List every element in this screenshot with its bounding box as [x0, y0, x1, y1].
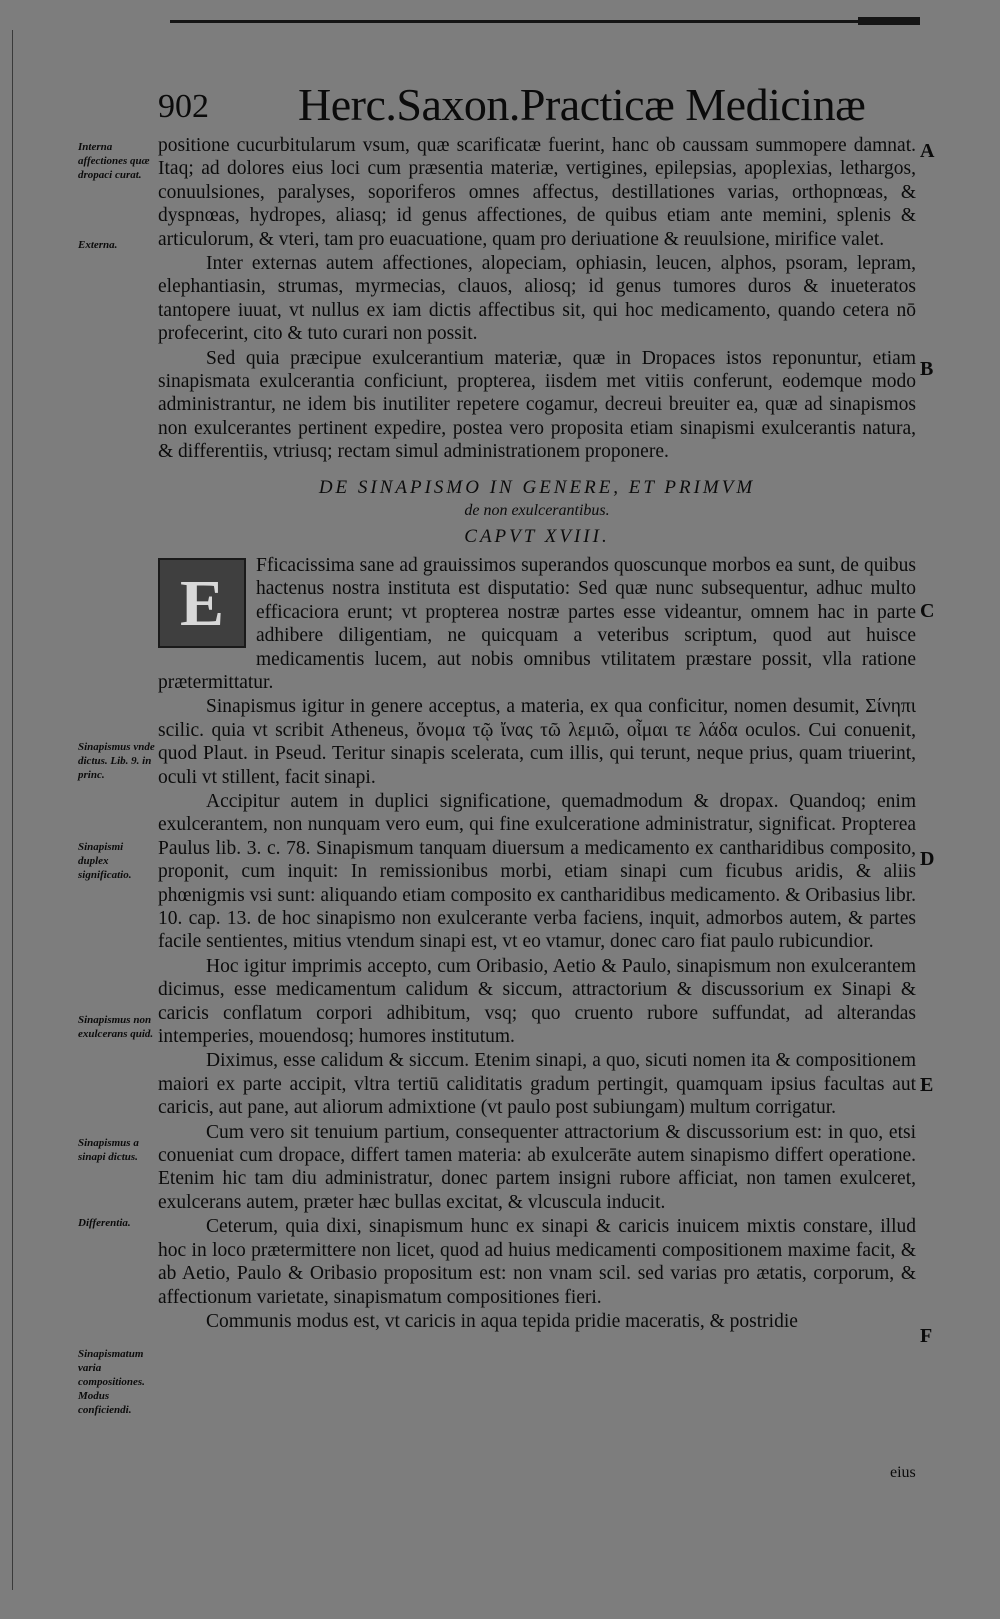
- section-letter-b: B: [920, 358, 934, 380]
- top-rule-ornament: [858, 17, 920, 25]
- running-head: Herc.Saxon.Practicæ Medicinæ: [298, 79, 866, 130]
- margin-note-differentia: Differentia.: [78, 1217, 131, 1229]
- page-number: 902: [158, 88, 209, 125]
- decorated-initial-letter: E: [179, 566, 225, 640]
- paragraph-11: Communis modus est, vt caricis in aqua tepida pridie maceratis, & postridie: [206, 1310, 798, 1332]
- paragraph-4: Fficacissima sane ad grauissimos superandos quoscunque morbos ea sunt, de quibus hactenus nostra instituta est disputatio: Sed quæ nunc subsequentur, adhuc multo efficaciora erunt; vt propterea nostræ partes esse videantur, omnem hac in parte adhibere diligentiam, ne quicquam a veteribus scriptum, quod aut huisce medicamentis lucem, aut nobis omnibus vtilitatem præstare possit, vlla ratione prætermittatur.: [158, 554, 916, 693]
- paragraph-1: positione cucurbitularum vsum, quæ scarificatæ fuerint, hanc ob caussam summopere damnat. Itaq; ad dolores eius loci cum præsentia materiæ, vertigines, epilepsias, apoplexias, lethargos, conuulsiones, paralyses, soporiferos omnes affectus, destillationes varias, orthopnœas, & dyspnœas, hydropes, aliasq; id genus affectiones, de quibus etiam ante memini, splenis & articulorum, & vteri, tam pro euacuatione, quam pro deriuatione & reuulsione, mirifice valet.: [158, 135, 916, 250]
- top-rule: [170, 20, 920, 23]
- paragraph-10: Ceterum, quia dixi, sinapismum hunc ex sinapi & caricis inuicem mixtis constare, illud hoc in loco prætermittere non licet, quod ad huius medicamenti compositionem maxime facit, & ab Aetio, Paulo & Oribasio propositum est: non vnam scil. sed varias pro ætatis, corporum, & affectionum varietate, sinapismatum compositiones fieri.: [158, 1216, 916, 1308]
- chapter-heading: CAPVT XVIII.: [464, 525, 610, 547]
- margin-note-sinapismus-vnde: Sinapismus vnde dictus. Lib. 9. in princ.: [78, 741, 155, 781]
- paragraph-2: Inter externas autem affectiones, alopeciam, ophiasin, leucen, alphos, psoram, lepram, elephantiasin, strumas, myrmecias, clauos, aliosq; id genus tumores duros & inueteratos tantopere iuuat, vt nullus ex iam dictis affectibus sit, qui hoc medicamento, quando cetera nō profecerint, cito & tuto curari non possit.: [158, 253, 916, 345]
- margin-note-interna: Interna affectiones quæ dropaci curat.: [78, 141, 150, 181]
- paragraph-9: Cum vero sit tenuium partium, consequenter attractorium & discussorium est: in quo, etsi conueniat cum dropace, differt tamen materia: ab exulcerāte autem sinapismo differt operatione. Etenim hic tam diu administratur, donec partem insigni rubore afficiat, non tamen exulceret, exulcerans autem, præter hæc bullas excitat, & vlcuscula inducit.: [158, 1121, 916, 1213]
- margin-note-externa: Externa.: [78, 239, 118, 251]
- section-letter-a: A: [920, 140, 935, 162]
- section-letter-e: E: [920, 1074, 934, 1096]
- paragraph-7: Hoc igitur imprimis accepto, cum Oribasio, Aetio & Paulo, sinapismum non exulcerantem dicimus, esse medicamentum calidum & siccum, attractorium & discussorium ex Sinapi & caricis conflatum corpori adhibitum, vsq; quo cruento rubore suffundat, ad alterandas intemperies, mouendosq; humores institutum.: [158, 955, 916, 1048]
- margin-note-non-exulcerans: Sinapismus non exulcerans quid.: [78, 1014, 154, 1040]
- decorated-initial: [158, 558, 246, 648]
- chapter-opening: [158, 554, 916, 694]
- section-letter-f: F: [920, 1325, 933, 1347]
- paragraph-8: Diximus, esse calidum & siccum. Etenim sinapi, a quo, sicuti nomen ita & compositionem maiori ex parte accipit, vltra tertiū caliditatis gradum pertingit, quamquam ipsius facultas aut caricis, aut pane, aut aliorum admixtione (vt paulo post subiungam) multum corrigatur.: [158, 1050, 916, 1119]
- paragraph-6: Accipitur autem in duplici significatione, quemadmodum & dropax. Quandoq; enim exulcerantem, non nunquam vero eum, qui fine exulceratione administratur, significat. Propterea Paulus lib. 3. c. 78. Sinapismum tanquam diuersum a medicamento ex cantharidibus composito, proponit, cum inquit: In remissionibus morbi, etiam sinapi cum ficubus aridis, & aliis phœnigmis vsi sunt: aliquando etiam composito ex cantharidibus medicamento. & Oribasius libr. 10. cap. 13. de hoc sinapismo non exulcerante verba faciens, inquit, admorbos autem, & partes facile sentientes, mitius vtendum sinapi est, vt eo vtamur, donec caro fiat paulo rubicundior.: [158, 790, 916, 953]
- paragraph-5: Sinapismus igitur in genere acceptus, a materia, ex qua conficitur, nomen desumit, Σίνηπι scilic. quia vt scribit Atheneus, ὄνομα τῷ ἴνας τῶ λεμιῶ, οἶμαι τε λάδα οculos. Cui conuenit, quod Plaut. in Pseud. Teritur sinapis scelerata, cum illis, qui terunt, neque prius, quam triuerint, oculi vt stillent, facit sinapi.: [158, 696, 916, 788]
- main-text-column: [158, 134, 916, 1334]
- section-subtitle: de non exulcerantibus.: [464, 502, 610, 520]
- page-edge-line: [12, 30, 13, 1590]
- paragraph-3: Sed quia præcipue exulcerantium materiæ, quæ in Dropaces istos reponuntur, etiam sinapismata exulcerantia conficiunt, propterea, iisdem met vitiis conferunt, eodemque modo administrantur, ne idem bis inutiliter repetere cogamur, decreui breuiter ea, quæ ad sinapismos non exulcerantes pertinent expedire, postea vero proposita etiam sinapismi exulcerantis natura, & differentiis, vtriusq; rectam simul administrationem proponere.: [158, 347, 916, 463]
- section-letter-c: C: [920, 600, 935, 622]
- catchword: eius: [890, 1464, 916, 1481]
- section-letter-d: D: [920, 848, 935, 870]
- section-title: DE SINAPISMO IN GENERE, ET PRIMVM: [318, 476, 756, 498]
- margin-note-duplex: Sinapismi duplex significatio.: [78, 841, 132, 881]
- margin-note-a-sinapi: Sinapismus a sinapi dictus.: [78, 1137, 139, 1163]
- margin-note-compositiones: Sinapismatum varia compositiones. Modus conficiendi.: [78, 1348, 145, 1416]
